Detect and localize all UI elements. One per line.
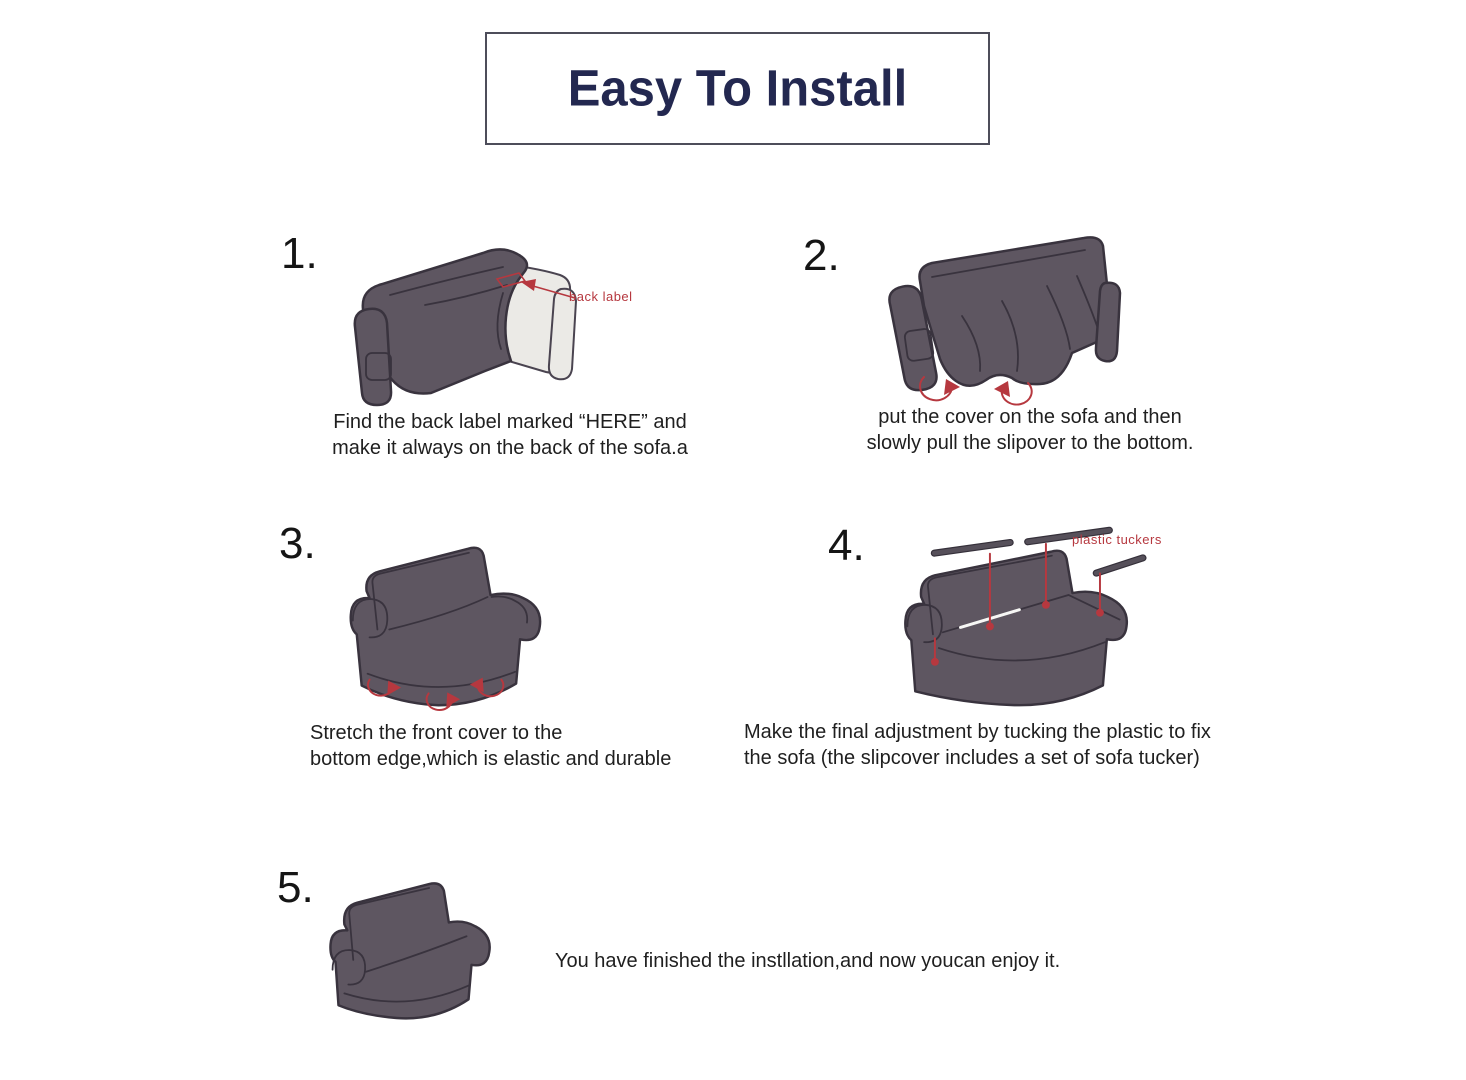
- step-2-sofa-illustration: [862, 231, 1134, 406]
- step-4-sofa-illustration: [874, 526, 1154, 718]
- tuck-point: [1042, 601, 1050, 609]
- step-5-sofa-illustration: [303, 875, 505, 1031]
- sofa-body: [351, 548, 540, 705]
- covered-left-arm: [355, 309, 391, 405]
- step-5-caption: [555, 948, 1175, 974]
- caption-line: Find the back label marked “HERE” and: [333, 411, 687, 433]
- plastic-tuckers-annotation: plastic tuckers: [1072, 532, 1162, 547]
- step-1-caption: [300, 409, 720, 461]
- step-5-number: 5.: [277, 863, 314, 912]
- caption-line: slowly pull the slipover to the bottom.: [866, 432, 1194, 454]
- covered-back-panel: [920, 237, 1112, 385]
- caption-line: You have finished the instllation,and now youcan enjoy it.: [555, 950, 1061, 972]
- step-4-caption: [744, 719, 1384, 771]
- tuck-point: [931, 658, 939, 666]
- back-label-annotation: back label: [569, 289, 633, 304]
- step-2-caption: [820, 404, 1240, 456]
- caption-line: Make the final adjustment by tucking the plastic to fix: [744, 721, 1211, 743]
- step-1-sofa-illustration: [335, 241, 585, 409]
- tuck-point: [1096, 609, 1104, 617]
- plastic-tucker-rod: [931, 539, 1014, 556]
- step-3-caption: [310, 720, 750, 772]
- page-title: Easy To Install: [567, 60, 908, 117]
- caption-line: the sofa (the slipcover includes a set of sofa tucker): [744, 747, 1200, 769]
- caption-line: Stretch the front cover to the: [310, 722, 563, 744]
- caption-line: put the cover on the sofa and then: [878, 406, 1182, 428]
- caption-line: make it always on the back of the sofa.a: [332, 437, 688, 459]
- tuck-point: [986, 622, 994, 630]
- caption-line: bottom edge,which is elastic and durable: [310, 748, 672, 770]
- step-2-number: 2.: [803, 231, 840, 280]
- step-4-number: 4.: [828, 521, 865, 570]
- step-3-sofa-illustration: [322, 536, 544, 718]
- step-1-number: 1.: [281, 229, 318, 278]
- title-box: [485, 32, 990, 145]
- covered-right-arm: [1096, 283, 1120, 362]
- step-3-number: 3.: [279, 519, 316, 568]
